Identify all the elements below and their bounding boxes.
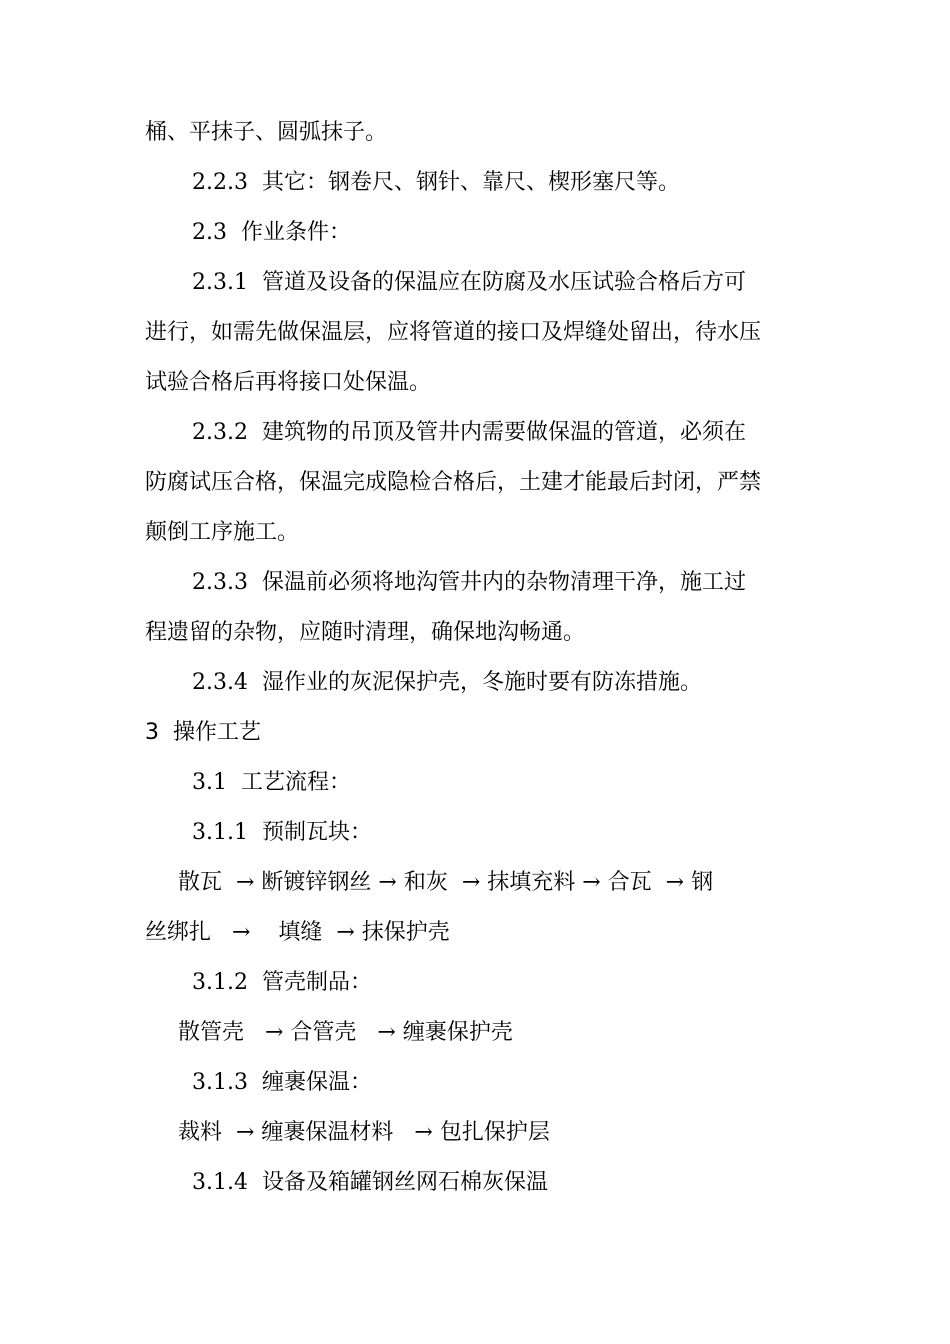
text-line: 2.2.3 其它：钢卷尺、钢针、靠尺、楔形塞尺等。	[192, 170, 680, 195]
flow-line: 散瓦 → 断镀锌钢丝 → 和灰 → 抹填充料 → 合瓦 → 钢	[178, 870, 714, 895]
text-line: 3.1.2 管壳制品：	[192, 970, 372, 995]
section-heading: 3 操作工艺	[145, 720, 261, 745]
text-line: 2.3 作业条件：	[192, 220, 351, 245]
text-line: 3.1.1 预制瓦块：	[192, 820, 372, 845]
text-line: 试验合格后再将接口处保温。	[145, 370, 432, 395]
text-line: 3.1 工艺流程：	[192, 770, 351, 795]
text-line: 2.3.4 湿作业的灰泥保护壳，冬施时要有防冻措施。	[192, 670, 702, 695]
flow-line: 散管壳 → 合管壳 → 缠裹保护壳	[178, 1020, 513, 1045]
text-line: 3.1.3 缠裹保温：	[192, 1070, 372, 1095]
text-line: 进行，如需先做保温层，应将管道的接口及焊缝处留出，待水压	[145, 320, 762, 345]
text-line: 2.3.3 保温前必须将地沟管井内的杂物清理干净，施工过	[192, 570, 746, 595]
text-line: 颠倒工序施工。	[145, 520, 300, 545]
flow-line: 裁料 → 缠裹保温材料 → 包扎保护层	[178, 1120, 550, 1145]
text-line: 2.3.1 管道及设备的保温应在防腐及水压试验合格后方可	[192, 270, 746, 295]
text-line: 3.1.4 设备及箱罐钢丝网石棉灰保温	[192, 1170, 548, 1195]
text-line: 程遗留的杂物，应随时清理，确保地沟畅通。	[145, 620, 586, 645]
text-line: 桶、平抹子、圆弧抹子。	[145, 120, 388, 145]
flow-line: 丝绑扎 → 填缝 → 抹保护壳	[145, 920, 450, 945]
text-line: 防腐试压合格，保温完成隐检合格后，土建才能最后封闭，严禁	[145, 470, 762, 495]
text-line: 2.3.2 建筑物的吊顶及管井内需要做保温的管道，必须在	[192, 420, 746, 445]
